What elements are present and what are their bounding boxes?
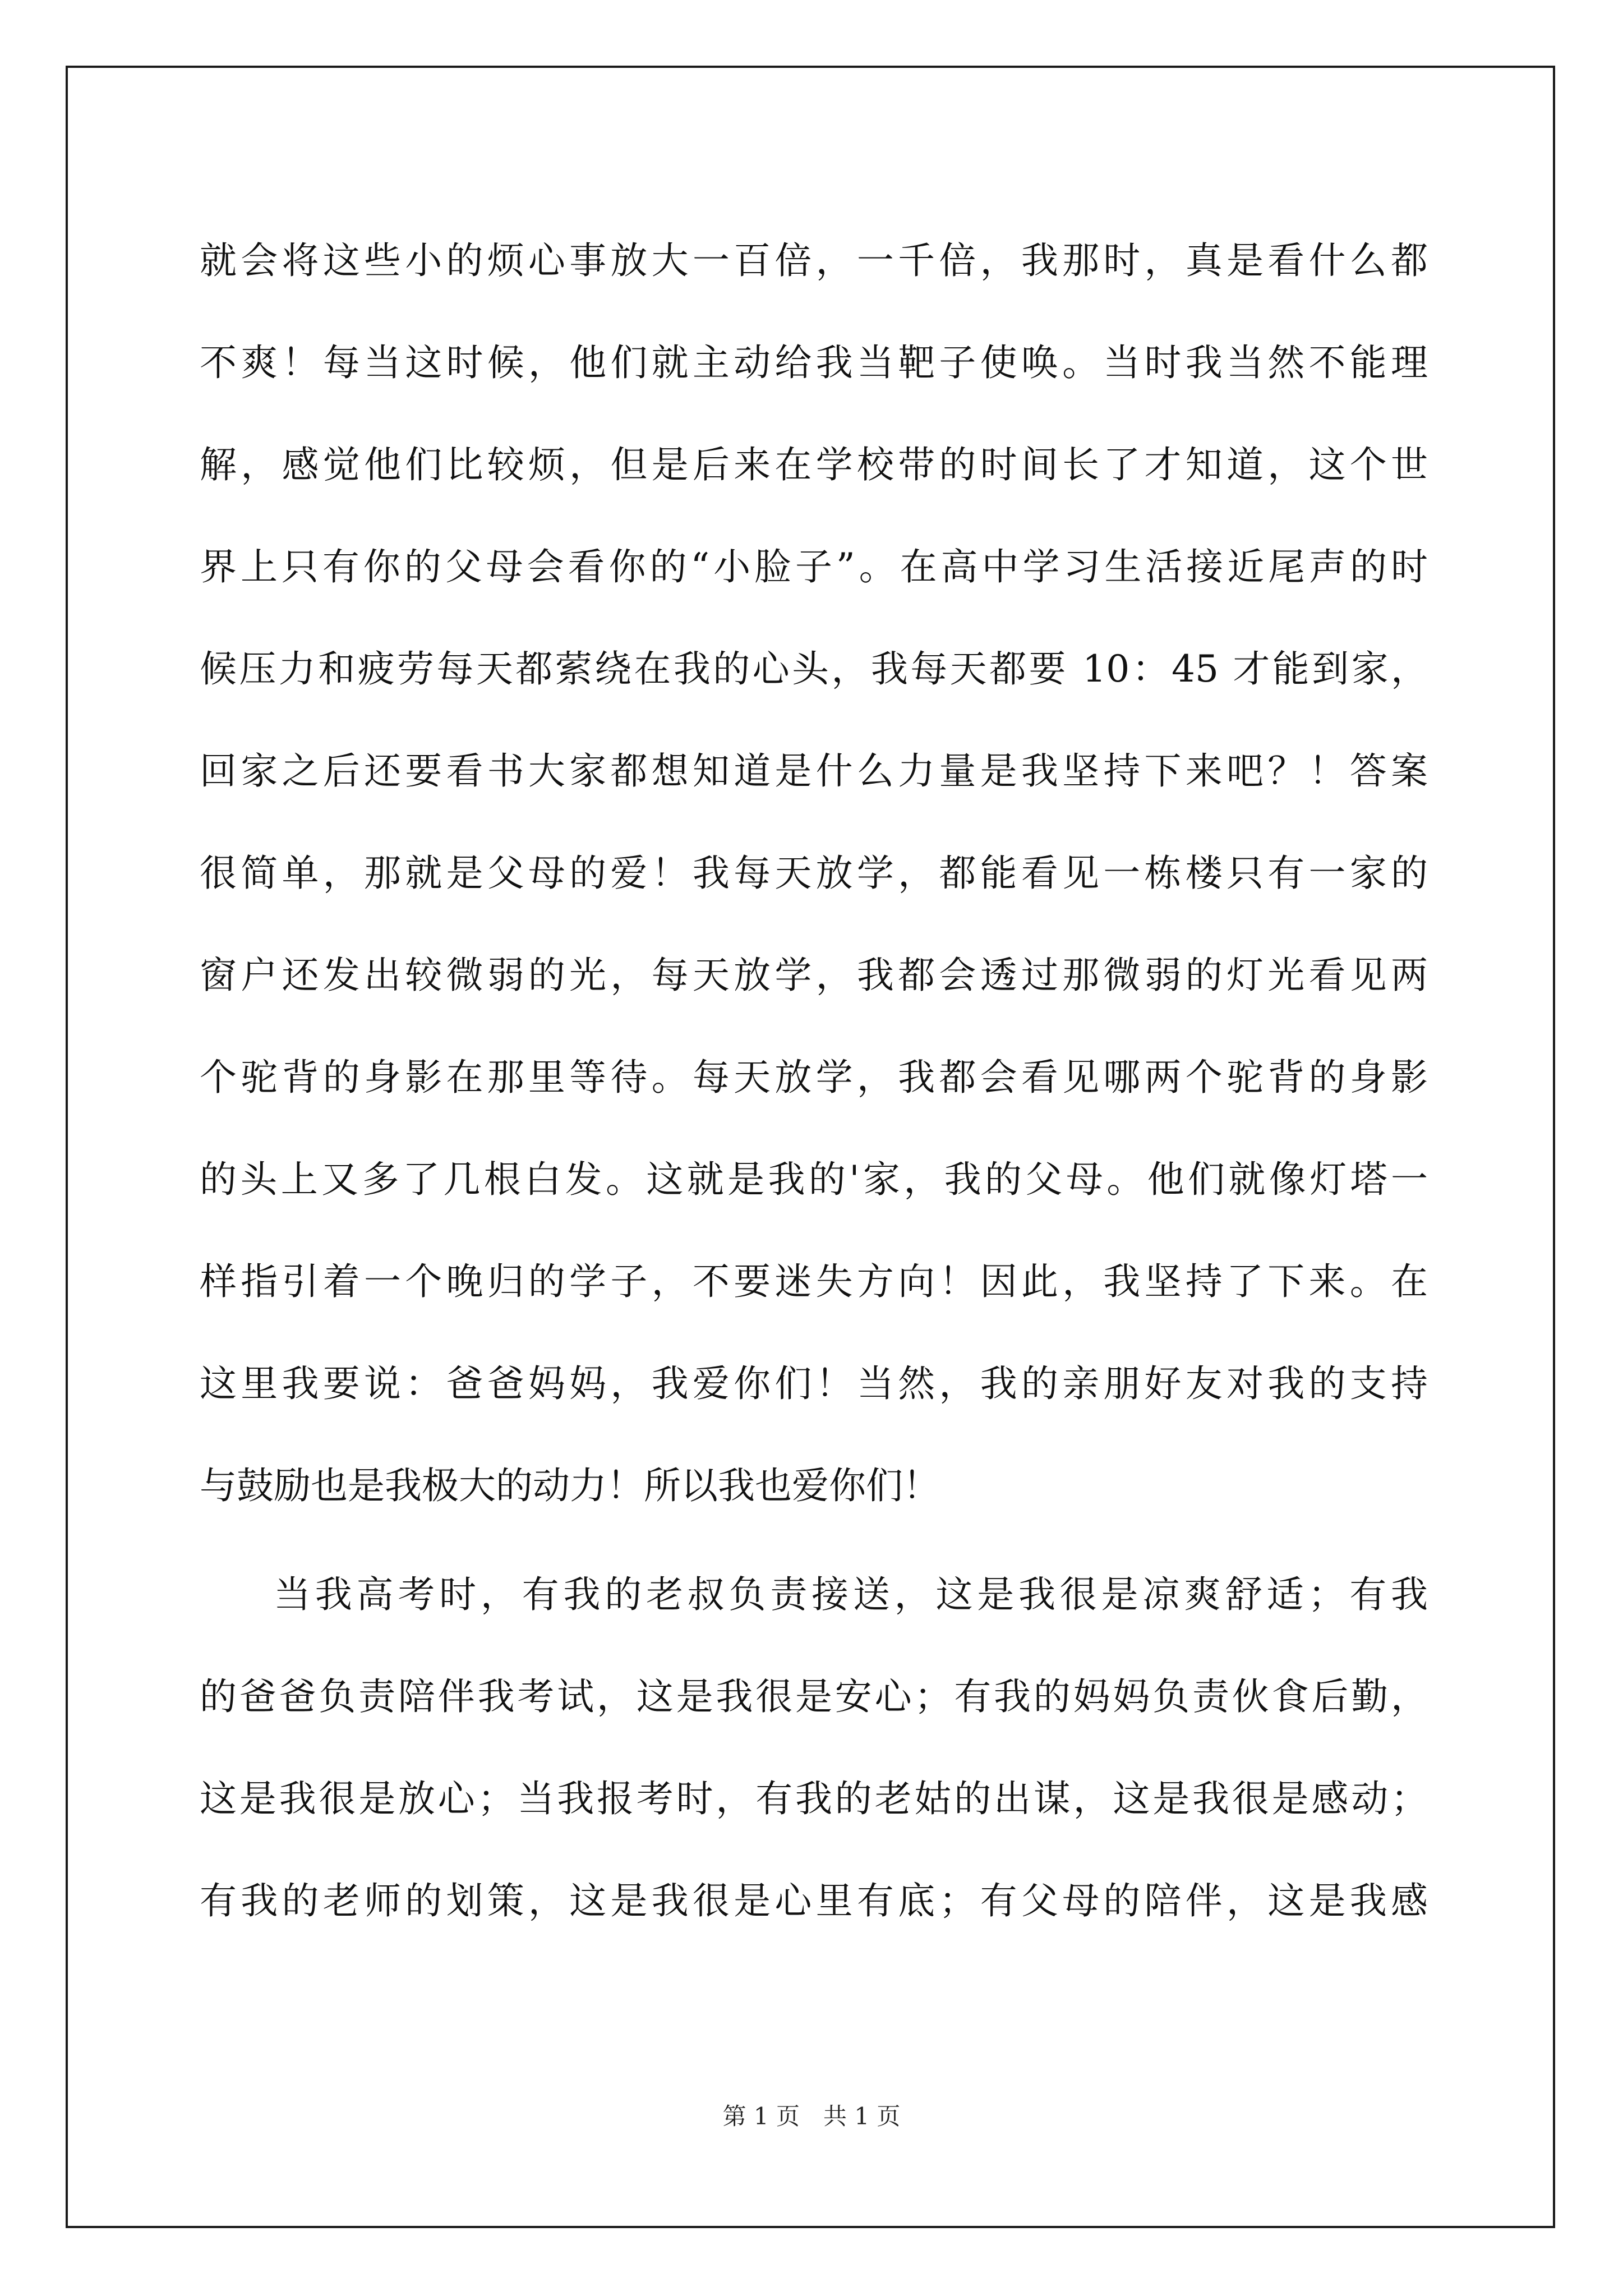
paragraph-spacer <box>200 1537 1428 1544</box>
text-line: 这里我要说：爸爸妈妈，我爱你们！当然，我的亲朋好友对我的支持 <box>200 1362 1428 1405</box>
text-line: 的爸爸负责陪伴我考试，这是我很是安心；有我的妈妈负责伙食后勤， <box>200 1675 1428 1718</box>
page-number-footer: 第 1 页 共 1 页 <box>722 2102 901 2130</box>
text-line: 很简单，那就是父母的爱！我每天放学，都能看见一栋楼只有一家的 <box>200 852 1428 895</box>
text-line: 的头上又多了几根白发。这就是我的'家，我的父母。他们就像灯塔一 <box>200 1158 1428 1201</box>
text-line: 样指引着一个晚归的学子，不要迷失方向！因此，我坚持了下来。在 <box>200 1260 1428 1303</box>
text-line: 就会将这些小的烦心事放大一百倍，一千倍，我那时，真是看什么都 <box>200 239 1428 282</box>
text-line: 不爽！每当这时候，他们就主动给我当靶子使唤。当时我当然不能理 <box>200 341 1428 384</box>
paragraph-1 <box>200 210 1428 1537</box>
text-line: 当我高考时，有我的老叔负责接送，这是我很是凉爽舒适；有我 <box>274 1573 1428 1616</box>
text-line: 回家之后还要看书大家都想知道是什么力量是我坚持下来吧？！答案 <box>200 749 1428 793</box>
paragraph-2 <box>200 1544 1428 1952</box>
text-line: 这是我很是放心；当我报考时，有我的老姑的出谋，这是我很是感动； <box>200 1777 1428 1820</box>
text-line: 有我的老师的划策，这是我很是心里有底；有父母的陪伴，这是我感 <box>200 1879 1428 1922</box>
text-line: 界上只有你的父母会看你的“小脸子”。在高中学习生活接近尾声的时 <box>200 545 1428 588</box>
text-line: 与鼓励也是我极大的动力！所以我也爱你们！ <box>200 1464 940 1507</box>
document-body <box>200 210 1428 1952</box>
text-line: 窗户还发出较微弱的光，每天放学，我都会透过那微弱的灯光看见两 <box>200 954 1428 997</box>
text-line: 候压力和疲劳每天都萦绕在我的心头，我每天都要 10：45 才能到家， <box>200 647 1428 691</box>
text-line: 个驼背的身影在那里等待。每天放学，我都会看见哪两个驼背的身影 <box>200 1056 1428 1099</box>
text-line: 解，感觉他们比较烦，但是后来在学校带的时间长了才知道，这个世 <box>200 443 1428 486</box>
